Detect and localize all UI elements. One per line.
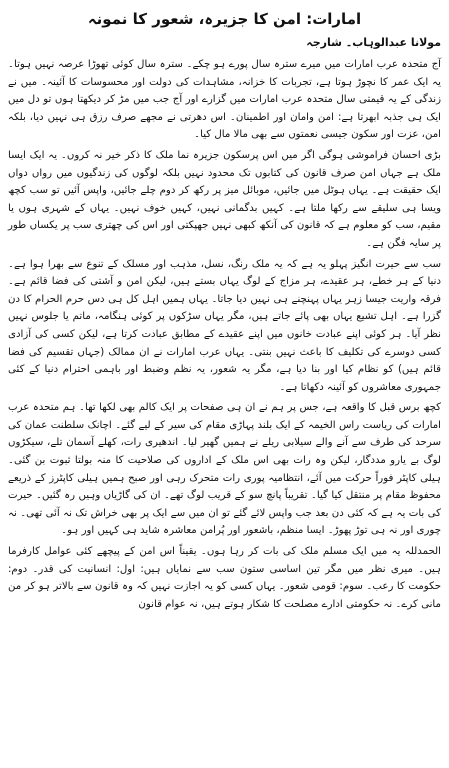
article-body [8,56,441,613]
article-paragraph: بڑی احسان فراموشی ہوگی اگر میں اس پرسکون جزیرہ نما ملک کا ذکر خیر نہ کروں۔ یہ ایک ایسا ملک ہے جہاں امن صرف قانون کی کتابوں تک محدود نہیں بلکہ لوگوں کی زندگیوں میں رواں دواں ایک حقیقت ہے۔ یہاں ہوٹل میں جائیں، موبائل میز پر رکھ کر دوم چلے جائیں، واپس آئیں تو سب کچھ ویسا ہی سلیقے سے رکھا ملتا ہے۔ کہیں بدگمانی نہیں، کہیں خوف نہیں۔ یہاں کے شہری ہوں یا مقیم، سب کو معلوم ہے کہ قانون کی آنکھ کبھی نہیں جھپکتی اور اس کی چھتری سب پر یکساں طور پر سایہ فگن ہے۔ [8,149,441,249]
article-paragraph: آج متحدہ عرب امارات میں میرے سترہ سال پورے ہو چکے۔ سترہ سال کوئی تھوڑا عرصہ نہیں ہوتا۔ یہ ایک عمر کا نچوڑ ہوتا ہے، تجربات کا خزانہ، مشاہدات کی دولت اور محسوسات کا آئینہ۔ میں نے زندگی کے یہ قیمتی سال متحدہ عرب امارات میں گزارے اور آج جب میں مڑ کر دیکھتا ہوں تو دل میں ایک ہی جذبہ ابھرتا ہے: امن وامان اور اطمینان۔ اس دھرتی نے مجھے صرف رزق ہی نہیں دیا، بلکہ امن، عزت اور سکون جیسی نعمتوں سے بھی مالا مال کیا۔ [8,59,441,141]
article-byline: مولانا عبدالوہاب۔ شارجہ [306,36,441,49]
article-title: امارات: امن کا جزیرہ، شعور کا نمونہ [87,10,362,28]
article-paragraph: الحمدللہ یہ میں ایک مسلم ملک کی بات کر رہا ہوں۔ یقیناً اس امن کے پیچھے کئی عوامل کارفرما ہیں۔ میری نظر میں مگر تین اساسی ستون سب سے نمایاں ہیں: اول: انسانیت کی قدر۔ دوم: حکومت کا رعب۔ سوم: قومی شعور۔ یہاں کسی کو یہ اجازت نہیں کہ وہ قانون سے بالاتر ہو کر من مانی کرے۔ نہ حکومتی ادارے مصلحت کا شکار ہوتے ہیں، نہ عوام قانون [8,546,441,610]
article-paragraph: کچھ برس قبل کا واقعہ ہے، جس پر ہم نے ان ہی صفحات پر ایک کالم بھی لکھا تھا۔ ہم متحدہ عرب امارات کی ریاست راس الخیمہ کے ایک بلند پہاڑی مقام کی سیر کے لیے گئے۔ اچانک سلطنت عمان کی سرحد کی طرف سے آنے والے سیلابی ریلے نے ہمیں گھیر لیا۔ اندھیری رات، کھلے آسمان تلے، سیکڑوں لوگ بے یارو مددگار، لیکن وہ رات بھی اس ملک کے اداروں کی صلاحیت کا منہ بولتا ثبوت بن گئی۔ ہیلی کاپٹر فوراً حرکت میں آئے، انتظامیہ پوری رات متحرک رہی اور صبح ہمیں ہیلی کاپٹرز کے ذریعے محفوظ مقام پر منتقل کیا گیا۔ تقریباً پانچ سو کے قریب لوگ تھے۔ ان کی گاڑیاں وہیں رہ گئیں۔ حیرت کی بات یہ ہے کہ کئی دن بعد جب واپس لائے گئے تو ان میں سے ایک پر بھی خراش تک نہ آئی تھی۔ نہ چوری اور نہ ہی توڑ پھوڑ۔ ایسا منظم، باشعور اور پُرامن معاشرہ شاید ہی کہیں اور ہو۔ [8,402,441,537]
article-paragraph: سب سے حیرت انگیز پہلو یہ ہے کہ یہ ملک رنگ، نسل، مذہب اور مسلک کے تنوع سے بھرا ہوا ہے۔ دنیا کے ہر خطے، ہر عقیدے، ہر مزاج کے لوگ یہاں بستے ہیں، لیکن امن و آشتی کی فضا قائم ہے۔ فرقہ واریت جیسا زہر یہاں پہنچنے ہی نہیں دیا جاتا۔ یہاں ہمیں اہل کل ہی دس حرم الحرام کا دن گزرا ہے۔ اہل تشیع یہاں بھی پائے جاتے ہیں، مگر یہاں سڑکوں پر کوئی ہنگامہ، ماتم یا جلوس نہیں نظر آیا۔ ہر کوئی اپنے عبادت خانوں میں اپنے عقیدے کے مطابق عبادت کرتا ہے، لیکن کسی کی آزادی کسی دوسرے کی تکلیف کا باعث نہیں بنتی۔ یہاں عرب امارات نے ان ممالک (جہاں تقسیم کی فضا قائم ہیں) کو نظام کیا اور بنا دیا ہے، مگر یہ شعور، یہ نظم وضبط اور باہمی احترام دنیا کے کئی جمہوری معاشروں کو آئینہ دکھاتا ہے۔ [8,258,441,393]
